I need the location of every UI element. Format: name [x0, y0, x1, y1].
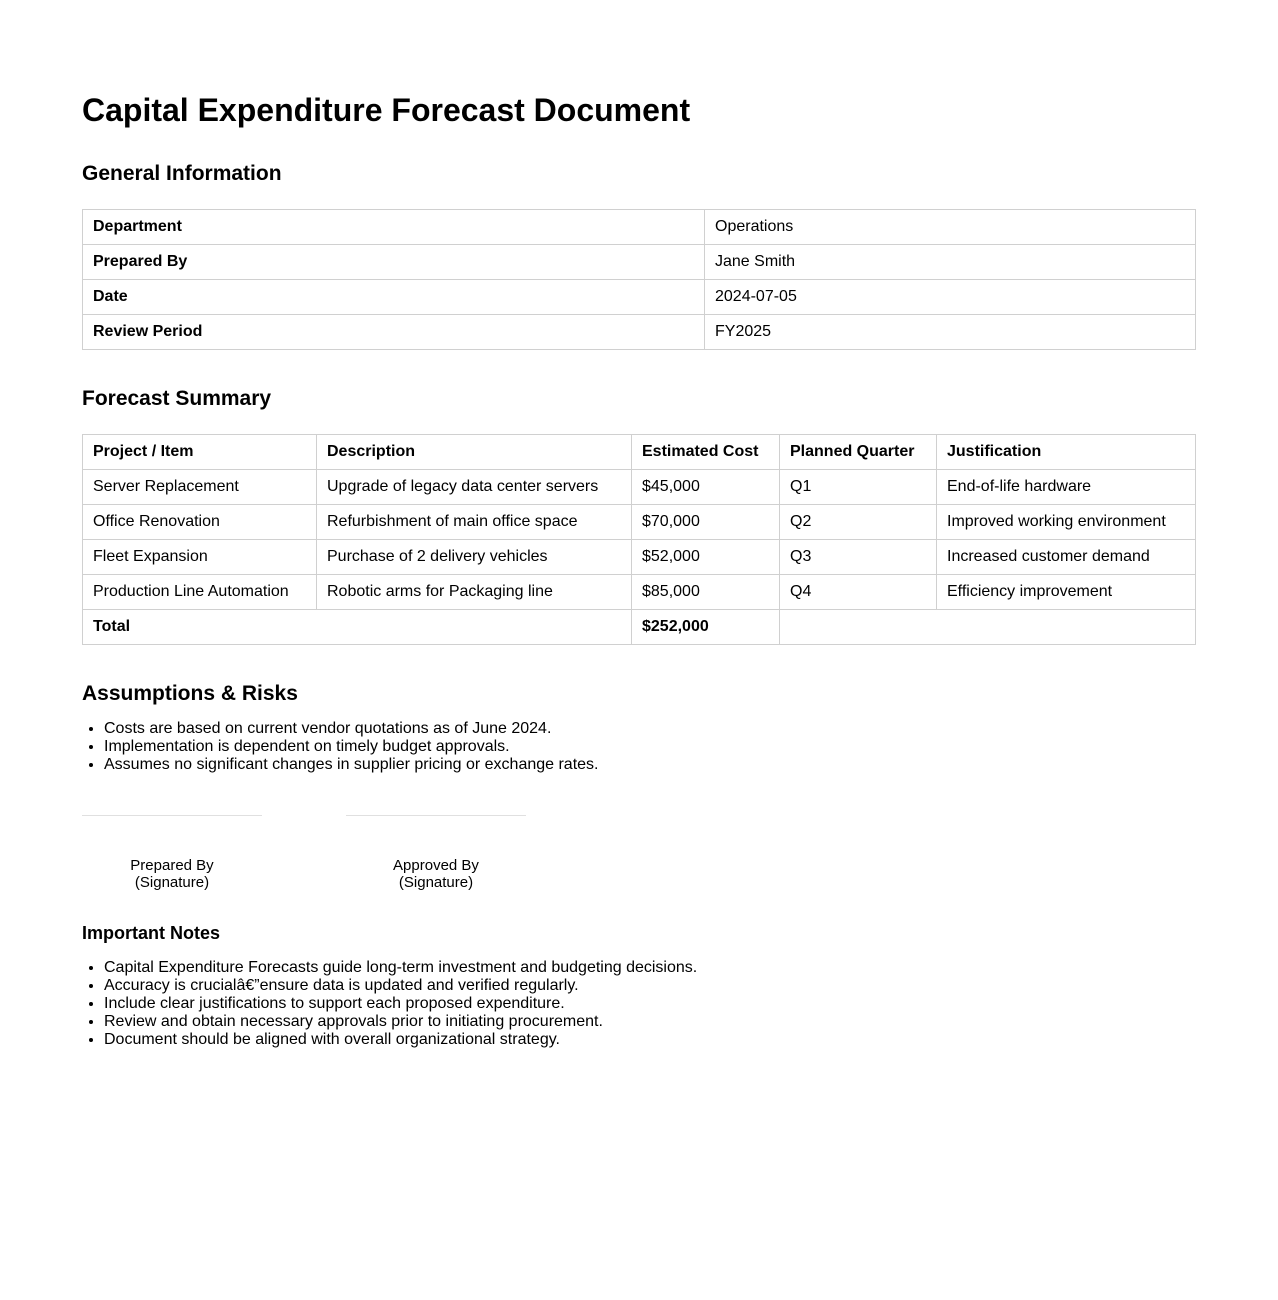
table-row	[83, 470, 1196, 505]
list-item: • Implementation is dependent on timely budget approvals.	[104, 738, 599, 756]
prepared-by-signature-label	[82, 857, 262, 891]
table-row	[83, 315, 1196, 350]
list-item: • Review and obtain necessary approvals prior to initiating procurement.	[104, 1013, 697, 1031]
table-header-row	[83, 435, 1196, 470]
table-cell: Improved working environment	[937, 505, 1196, 540]
row-value: Operations	[705, 210, 1196, 245]
assumptions-list	[82, 720, 599, 774]
signature-role: Approved By	[393, 857, 479, 874]
row-label: Department	[83, 210, 705, 245]
table-cell: Q3	[780, 540, 937, 575]
approved-by-signature-line	[346, 815, 526, 816]
important-notes-list	[82, 959, 697, 1049]
table-row	[83, 245, 1196, 280]
table-cell: $52,000	[632, 540, 780, 575]
row-value: FY2025	[705, 315, 1196, 350]
row-value: Jane Smith	[705, 245, 1196, 280]
row-label: Date	[83, 280, 705, 315]
table-row	[83, 540, 1196, 575]
total-row	[83, 610, 1196, 645]
total-label: Total	[83, 610, 632, 645]
table-cell: $85,000	[632, 575, 780, 610]
important-notes-heading: Important Notes	[82, 923, 221, 943]
list-item: • Include clear justifications to support each proposed expenditure.	[104, 995, 697, 1013]
signature-role: Prepared By	[130, 857, 214, 874]
column-header: Description	[317, 435, 632, 470]
table-cell: Q4	[780, 575, 937, 610]
page-title: Capital Expenditure Forecast Document	[82, 92, 691, 128]
list-item: • Document should be aligned with overall organizational strategy.	[104, 1031, 697, 1049]
row-label: Review Period	[83, 315, 705, 350]
list-item: • Accuracy is crucialâ€”ensure data is updated and verified regularly.	[104, 977, 697, 995]
signature-caption: (Signature)	[398, 874, 474, 891]
general-information-table	[82, 209, 1196, 350]
table-cell: Refurbishment of main office space	[317, 505, 632, 540]
table-cell: Robotic arms for Packaging line	[317, 575, 632, 610]
total-value: $252,000	[632, 610, 780, 645]
table-cell: $45,000	[632, 470, 780, 505]
table-cell: $70,000	[632, 505, 780, 540]
table-cell: End-of-life hardware	[937, 470, 1196, 505]
total-empty-cell	[780, 610, 1196, 645]
forecast-summary-table	[82, 434, 1196, 645]
column-header: Planned Quarter	[780, 435, 937, 470]
table-cell: Q2	[780, 505, 937, 540]
approved-by-signature-label	[346, 857, 526, 891]
row-value: 2024-07-05	[705, 280, 1196, 315]
signature-caption: (Signature)	[134, 874, 210, 891]
table-row	[83, 505, 1196, 540]
table-cell: Upgrade of legacy data center servers	[317, 470, 632, 505]
table-cell: Fleet Expansion	[83, 540, 317, 575]
table-cell: Server Replacement	[83, 470, 317, 505]
table-row	[83, 280, 1196, 315]
row-label: Prepared By	[83, 245, 705, 280]
table-row	[83, 210, 1196, 245]
list-item: • Costs are based on current vendor quotations as of June 2024.	[104, 720, 599, 738]
table-cell: Q1	[780, 470, 937, 505]
table-cell: Production Line Automation	[83, 575, 317, 610]
list-item: • Assumes no significant changes in supplier pricing or exchange rates.	[104, 756, 599, 774]
table-row	[83, 575, 1196, 610]
column-header: Project / Item	[83, 435, 317, 470]
table-cell: Increased customer demand	[937, 540, 1196, 575]
prepared-by-signature-line	[82, 815, 262, 816]
table-cell: Office Renovation	[83, 505, 317, 540]
assumptions-risks-heading: Assumptions & Risks	[82, 682, 298, 705]
column-header: Estimated Cost	[632, 435, 780, 470]
table-cell: Efficiency improvement	[937, 575, 1196, 610]
column-header: Justification	[937, 435, 1196, 470]
list-item: • Capital Expenditure Forecasts guide long-term investment and budgeting decisions.	[104, 959, 697, 977]
table-cell: Purchase of 2 delivery vehicles	[317, 540, 632, 575]
forecast-summary-heading: Forecast Summary	[82, 387, 272, 410]
general-information-heading: General Information	[82, 162, 282, 185]
